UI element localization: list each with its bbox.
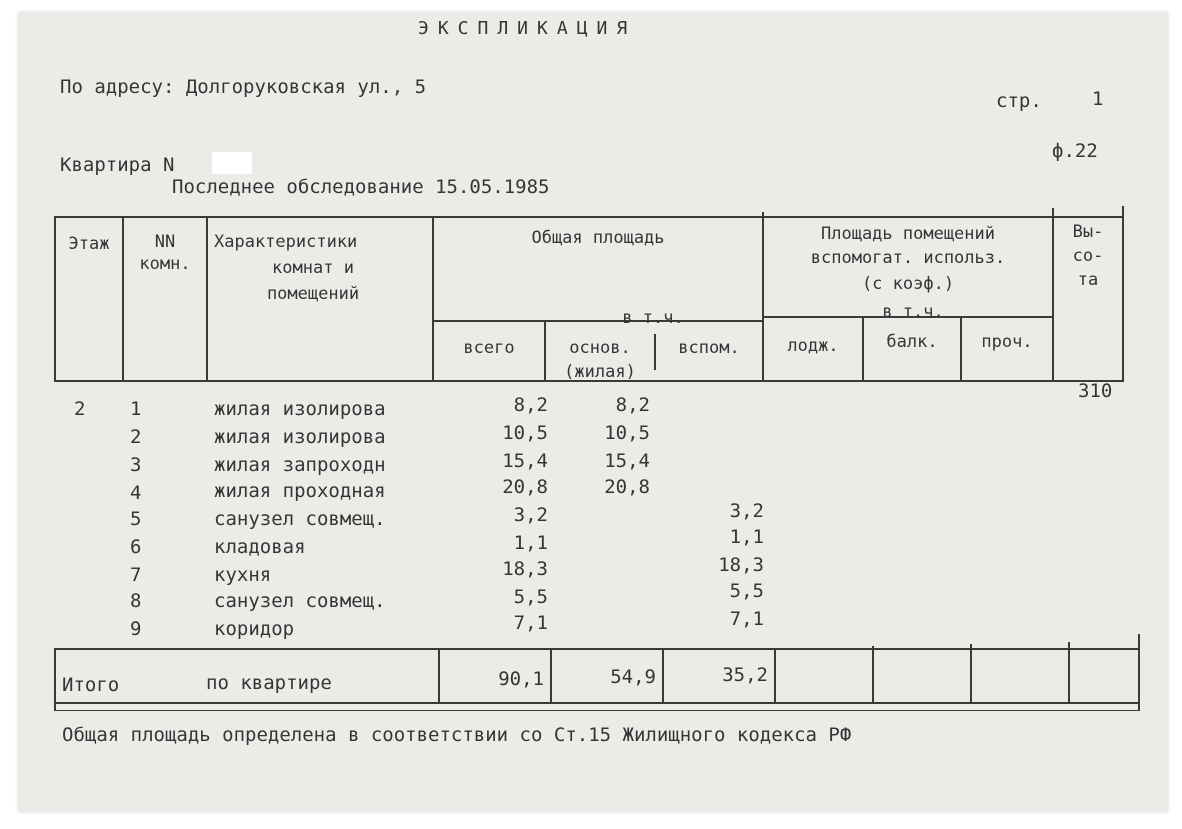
table-row-total: 3,2 xyxy=(513,504,548,526)
table-row-num: 8 xyxy=(130,590,142,612)
table-row-total: 5,5 xyxy=(513,586,548,608)
totals-main: 54,9 xyxy=(610,666,656,688)
table-row-total: 1,1 xyxy=(513,532,548,554)
table-row-main: 20,8 xyxy=(604,476,650,498)
redacted-apartment-number xyxy=(212,152,252,174)
table-row-name: жилая изолирова xyxy=(214,426,386,448)
header-aux: вспом. xyxy=(678,338,740,358)
totals-border-bottom-2 xyxy=(54,710,1140,711)
header-room-nums-2: комн. xyxy=(139,254,191,274)
header-aux-area-1: Площадь помещений xyxy=(821,224,995,244)
table-row-name: коридор xyxy=(214,618,295,640)
header-room-nums-1: NN xyxy=(154,232,176,252)
header-loggia: лодж. xyxy=(787,336,839,356)
totals-total: 90,1 xyxy=(498,668,544,690)
header-floor: Этаж xyxy=(68,234,110,254)
table-row-num: 3 xyxy=(130,454,142,476)
header-aux-area-3: (с коэф.) xyxy=(861,274,955,294)
floor-value: 2 xyxy=(74,398,86,420)
table-row-num: 7 xyxy=(130,564,142,586)
table-row-aux: 7,1 xyxy=(729,608,764,630)
totals-divider-balcony xyxy=(970,644,972,702)
table-row-total: 15,4 xyxy=(502,450,548,472)
totals-divider-main xyxy=(662,650,664,702)
subheader-line-left xyxy=(432,320,762,322)
totals-divider-label xyxy=(438,650,440,702)
document-page xyxy=(18,12,1168,812)
table-row-aux: 5,5 xyxy=(729,580,764,602)
header-other: проч. xyxy=(981,332,1033,352)
table-row-num: 4 xyxy=(130,482,142,504)
totals-label-1: Итого xyxy=(62,674,120,696)
totals-border-top xyxy=(54,648,1140,650)
header-total-area: Общая площадь xyxy=(531,228,665,248)
table-row-name: жилая запроходн xyxy=(214,454,386,476)
apartment-label: Квартира N xyxy=(60,154,175,176)
table-border-top xyxy=(54,216,1124,218)
page-label: стр. xyxy=(996,90,1042,112)
table-row-aux: 1,1 xyxy=(729,526,764,548)
header-including-right: в т.ч. xyxy=(882,302,944,322)
table-row-total: 7,1 xyxy=(513,612,548,634)
header-chars-2: комнат и xyxy=(272,258,354,278)
document-title: ЭКСПЛИКАЦИЯ xyxy=(418,18,637,39)
header-including-left: в т.ч. xyxy=(622,308,684,328)
table-row-name: жилая проходная xyxy=(214,480,386,502)
header-chars-3: помещений xyxy=(266,284,360,304)
table-row-total: 18,3 xyxy=(502,558,548,580)
table-row-name: санузел совмещ. xyxy=(214,508,386,530)
header-aux-area-2: вспомогат. использ. xyxy=(810,248,1006,268)
table-row-name: санузел совмещ. xyxy=(214,590,386,612)
table-row-total: 8,2 xyxy=(513,394,548,416)
address-line: По адресу: Долгоруковская ул., 5 xyxy=(60,76,427,98)
page-number: 1 xyxy=(1092,88,1104,110)
header-main-2: (жилая) xyxy=(564,362,636,382)
header-height-3: та xyxy=(1077,270,1099,290)
totals-aux: 35,2 xyxy=(722,664,768,686)
table-row-num: 5 xyxy=(130,508,142,530)
form-code: ф.22 xyxy=(1052,140,1098,162)
table-row-name: жилая изолирова xyxy=(214,398,386,420)
totals-border-bottom xyxy=(54,702,1140,704)
last-survey: Последнее обследование 15.05.1985 xyxy=(172,176,550,198)
totals-divider-aux xyxy=(774,648,776,702)
table-border-right xyxy=(1122,206,1124,382)
table-row-aux: 3,2 xyxy=(729,500,764,522)
height-value: 310 xyxy=(1078,380,1113,402)
header-chars-1: Характеристики xyxy=(214,232,358,252)
table-row-num: 6 xyxy=(130,536,142,558)
totals-border-left xyxy=(54,648,56,710)
footer-note: Общая площадь определена в соответствии со Ст.15 Жилищного кодекса РФ xyxy=(62,724,852,746)
table-row-total: 10,5 xyxy=(502,422,548,444)
table-row-num: 9 xyxy=(130,618,142,640)
table-row-name: кухня xyxy=(214,564,272,586)
totals-label-2: по квартире xyxy=(206,672,332,694)
table-row-total: 20,8 xyxy=(502,476,548,498)
header-total: всего xyxy=(463,338,515,358)
totals-border-right xyxy=(1138,634,1140,710)
table-row-name: кладовая xyxy=(214,536,306,558)
header-main-1: основ. xyxy=(569,338,631,358)
totals-divider-other xyxy=(1068,642,1070,702)
table-row-num: 2 xyxy=(130,426,142,448)
totals-divider-total xyxy=(550,650,552,702)
table-row-main: 15,4 xyxy=(604,450,650,472)
header-balcony: балк. xyxy=(886,332,938,352)
header-height-2: со- xyxy=(1072,246,1104,266)
table-row-aux: 18,3 xyxy=(718,554,764,576)
header-height-1: Вы- xyxy=(1072,222,1104,242)
table-row-num: 1 xyxy=(130,398,142,420)
table-row-main: 8,2 xyxy=(615,394,650,416)
totals-divider-loggia xyxy=(872,646,874,702)
table-row-main: 10,5 xyxy=(604,422,650,444)
